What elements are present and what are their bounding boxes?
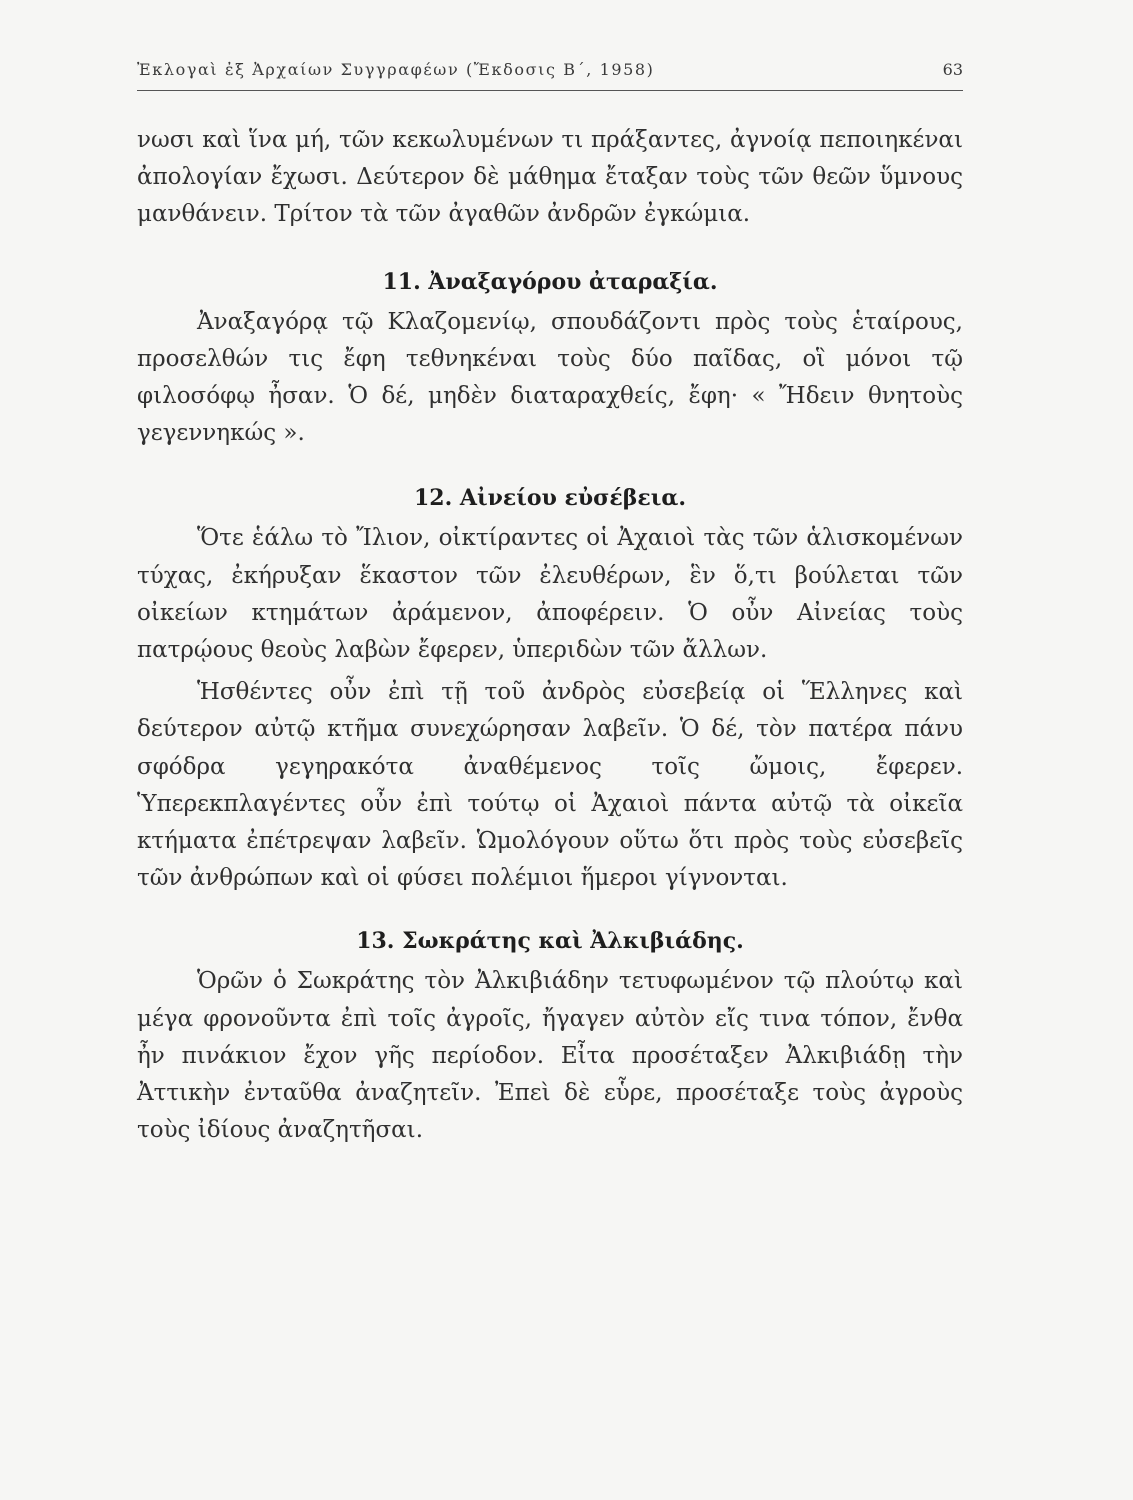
paragraph-aeneas-2: Ἡσθέντες οὖν ἐπὶ τῇ τοῦ ἀνδρὸς εὐσεβείᾳ οἱ Ἕλληνες καὶ δεύτερον αὐτῷ κτῆμα συνεχώρησαν λαβεῖν. Ὁ δέ, τὸν πατέρα πάνυ σφόδρα γεγηρακότα ἀναθέμενος τοῖς ὤμοις, ἔφερεν. Ὑπερεκπλαγέντες οὖν ἐπὶ τούτῳ οἱ Ἀχαιοὶ πάντα αὐτῷ τὰ οἰκεῖα κτήματα ἐπέτρεψαν λαβεῖν. Ὡμολόγουν οὕτω ὅτι πρὸς τοὺς εὐσεβεῖς τῶν ἀνθρώπων καὶ οἱ φύσει πολέμιοι ἥμεροι γίγνονται. [137,679,963,892]
running-header [137,56,963,91]
paragraph-aeneas-1: Ὅτε ἑάλω τὸ Ἴλιον, οἰκτίραντες οἱ Ἀχαιοὶ τὰς τῶν ἁλισκομένων τύχας, ἐκήρυξαν ἕκαστον τῶν ἐλευθέρων, ἓν ὅ,τι βούλεται τῶν οἰκείων κτημάτων ἀράμενον, ἀποφέρειν. Ὁ οὖν Αἰνείας τοὺς πατρῴους θεοὺς λαβὼν ἔφερεν, ὑπεριδὼν τῶν ἄλλων. [137,525,963,664]
page-body [137,122,963,1149]
paragraph-continuation: νωσι καὶ ἵνα μή, τῶν κεκωλυμένων τι πράξαντες, ἀγνοίᾳ πεποιηκέναι ἀπολογίαν ἔχωσι. Δεύτερον δὲ μάθημα ἔταξαν τοὺς τῶν θεῶν ὕμνους μανθάνειν. Τρίτον τὰ τῶν ἀγαθῶν ἀνδρῶν ἐγκώμια. [137,127,963,228]
paragraph-socrates-alcibiades: Ὁρῶν ὁ Σωκράτης τὸν Ἀλκιβιάδην τετυφωμένον τῷ πλούτῳ καὶ μέγα φρονοῦντα ἐπὶ τοῖς ἀγροῖς, ἤγαγεν αὐτὸν εἴς τινα τόπον, ἔνθα ἦν πινάκιον ἔχον γῆς περίοδον. Εἶτα προσέταξεν Ἀλκιβιάδῃ τὴν Ἀττικὴν ἐνταῦθα ἀναζητεῖν. Ἐπεὶ δὲ εὗρε, προσέταξε τοὺς ἀγροὺς τοὺς ἰδίους ἀναζητῆσαι. [137,968,963,1144]
paragraph-anaxagoras: Ἀναξαγόρᾳ τῷ Κλαζομενίῳ, σπουδάζοντι πρὸς τοὺς ἑταίρους, προσελθών τις ἔφη τεθνηκέναι τοὺς δύο παῖδας, οἳ μόνοι τῷ φιλοσόφῳ ἦσαν. Ὁ δέ, μηδὲν διαταραχθείς, ἔφη· « Ἤδειν θνητοὺς γεγεννηκώς ». [137,308,963,447]
section-heading-11: 11. Ἀναξαγόρου ἀταραξία. [382,268,718,295]
section-heading-12: 12. Αἰνείου εὐσέβεια. [414,485,686,512]
page-number: 63 [942,60,963,79]
section-heading-13: 13. Σωκράτης καὶ Ἀλκιβιάδης. [356,928,744,955]
running-header-title: Ἐκλογαὶ ἐξ Ἀρχαίων Συγγραφέων (Ἔκδοσις Β΄, 1958) [137,60,655,79]
